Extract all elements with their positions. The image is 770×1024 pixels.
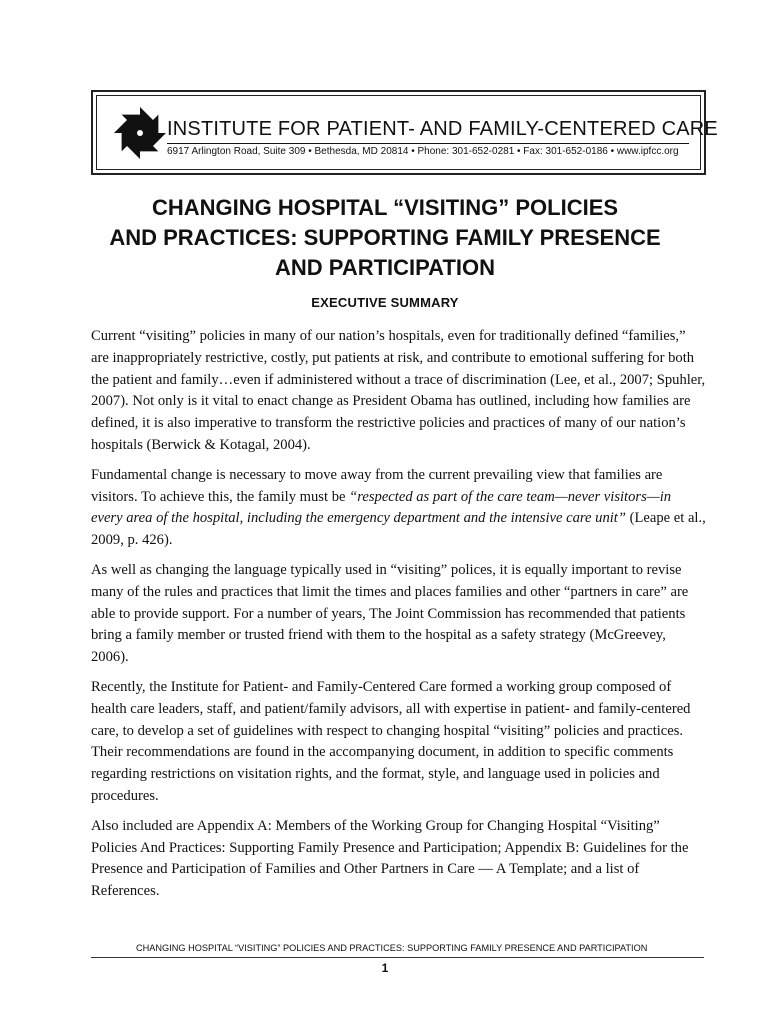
paragraph-2-quote: “respected as part of the care team—never visitors—in every area of the hospital, including the emergency department and the intensive care unit” (91, 488, 672, 527)
running-footer-title: CHANGING HOSPITAL “VISITING” POLICIES AND PRACTICES: SUPPORTING FAMILY PRESENCE AND PARTICIPATION (136, 943, 648, 953)
paragraph-4: Recently, the Institute for Patient- and Family-Centered Care formed a working group composed of health care leaders, staff, and patient/family advisors, all with expertise in patient- and family-centered care, to develop a set of guidelines with respect to changing hospital “visiting” policies and practices. Their recommendations are found in the accompanying document, in addition to specific comments regarding restrictions on visitation rights, and the format, style, and language used in policies and procedures. (91, 678, 691, 804)
page-number: 1 (381, 961, 389, 975)
document-body (91, 326, 706, 911)
pinwheel-logo-icon (109, 102, 171, 164)
paragraph-5: Also included are Appendix A: Members of the Working Group for Changing Hospital “Visiting” Policies And Practices: Supporting Family Presence and Participation; Appendix B: Guidelines for the Presence and Participation of Families and Other Partners in Care — A Template; and a list of References. (91, 817, 689, 900)
organization-address: 6917 Arlington Road, Suite 309 • Bethesda, MD 20814 • Phone: 301-652-0281 • Fax: 301-652-0186 • www.ipfcc.org (167, 146, 679, 157)
footer-divider (91, 957, 704, 958)
paragraph-3: As well as changing the language typically used in “visiting” polices, it is equally important to revise many of the rules and practices that limit the times and places families and other “partners in care” are able to provide support. For a number of years, The Joint Commission has recommended that patients bring a family member or trusted friend with them to the hospital as a safety strategy (McGreevey, 2006). (91, 561, 689, 666)
title-line-1: CHANGING HOSPITAL “VISITING” POLICIES (151, 195, 619, 220)
paragraph-2-end: (Leape et al., 2009, p. 426). (91, 510, 706, 549)
paragraph-2 (91, 465, 706, 552)
paragraph-1: Current “visiting” policies in many of our nation’s hospitals, even for traditionally defined “families,” are inappropriately restrictive, costly, put patients at risk, and contribute to emotional suffering for both the patient and family…even if administered without a trace of discrimination (Lee, et al., 2007; Spuhler, 2007). Not only is it vital to enact change as President Obama has outlined, including how families are defined, it is also imperative to transform the restrictive policies and practices of many of our nation’s hospitals (Berwick & Kotagal, 2004). (91, 328, 706, 453)
organization-name: INSTITUTE FOR PATIENT- AND FAMILY-CENTERED CARE (167, 118, 718, 140)
title-line-3: AND PARTICIPATION (275, 255, 495, 280)
letterhead-box (91, 90, 718, 175)
document-title (0, 193, 770, 283)
letterhead-inner-border (96, 95, 718, 170)
letterhead-divider (167, 143, 689, 144)
section-heading: EXECUTIVE SUMMARY (311, 295, 459, 310)
paragraph-2-start: Fundamental change is necessary to move away from the current prevailing view that families are visitors. To achieve this, the family must be (91, 466, 663, 505)
title-line-2: AND PRACTICES: SUPPORTING FAMILY PRESENCE (109, 225, 661, 250)
